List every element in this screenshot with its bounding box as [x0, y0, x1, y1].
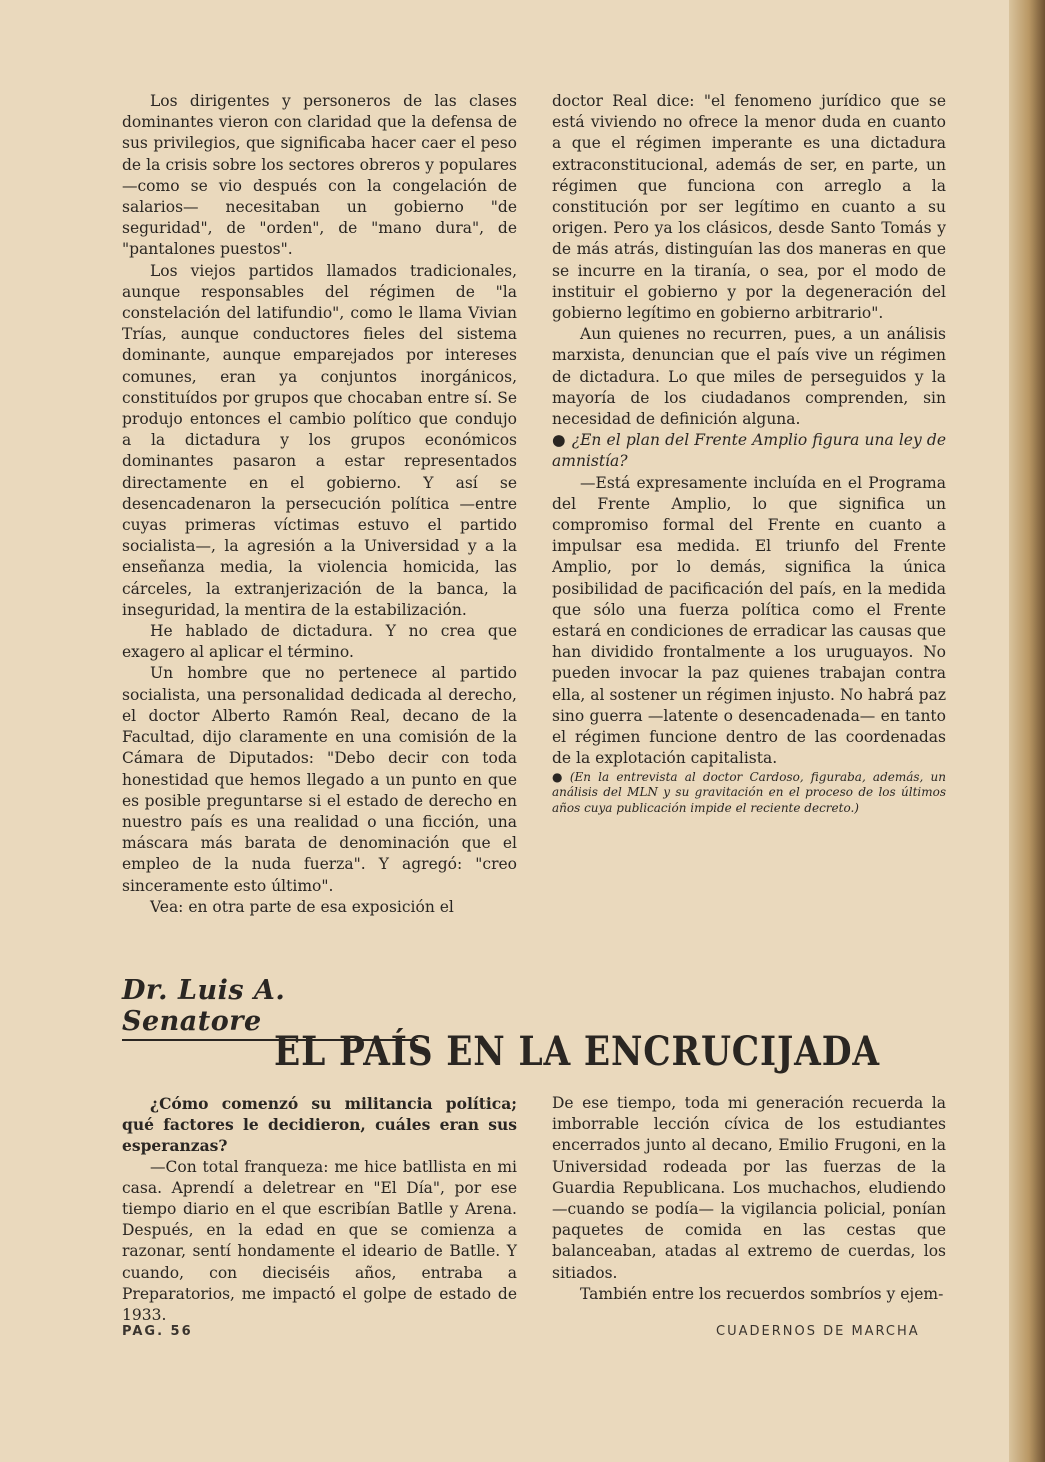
column-1 [122, 91, 517, 918]
question-text: ¿En el plan del Frente Amplio figura una ley de amnistía? [552, 431, 946, 471]
article-headline: EL PAÍS EN LA ENCRUCIJADA [274, 1028, 880, 1075]
paragraph: He hablado de dictadura. Y no crea que exagero al aplicar el término. [122, 622, 517, 662]
paragraph: Los viejos partidos llamados tradicionales, aunque responsables del régimen de "la constelación del latifundio", como le llama Vivian Trías, aunque conductores fieles del sistema dominante, aunque emparejados por intereses comunes, eran ya conjuntos inorgánicos, constituídos por grupos que chocaban entre sí. Se produjo entonces el cambio político que condujo a la dictadura y los grupos económicos dominantes pasaron a estar representados directamente en el gobierno. Y así se desencadenaron la persecución política —entre cuyas primeras víctimas estuvo el partido socialista—, la agresión a la Universidad y a la enseñanza media, la violencia homicida, las cárceles, la extranjerización de la banca, la inseguridad, la mentira de la estabilización. [122, 261, 517, 619]
paragraph: También entre los recuerdos sombríos y ejem- [580, 1284, 944, 1303]
bullet-icon: ● [552, 431, 566, 450]
footnote-text: (En la entrevista al doctor Cardoso, figuraba, además, un análisis del MLN y su gravitación en el proceso de los últimos años cuya publicación impide el reciente decreto.) [552, 769, 946, 815]
page-number: PAG. 56 [122, 1324, 193, 1339]
interview-question [552, 430, 946, 472]
paragraph: doctor Real dice: "el fenomeno jurídico que se está viviendo no ofrece la menor duda en cuanto a que el régimen imperante es una dictadura extraconstitucional, además de ser, en parte, un régimen que funciona con arreglo a la constitución por ser legítimo en cuanto a su origen. Pero ya los clásicos, desde Santo Tomás y de más atrás, distinguían las dos maneras en que se incurre en la tiranía, o sea, por el modo de instituir el gobierno y por la degeneración del gobierno legítimo en gobierno arbitrario". [552, 92, 946, 323]
column-3 [122, 1093, 517, 1326]
column-4 [552, 1093, 946, 1305]
page-edge [1009, 0, 1045, 1462]
paragraph: Un hombre que no pertenece al partido socialista, una personalidad dedicada al derecho, el doctor Alberto Ramón Real, decano de la Facultad, dijo claramente en una comisión de la Cámara de Diputados: "Debo decir con toda honestidad que hemos llegado a un punto en que es posible preguntarse si el estado de derecho en nuestro país es una realidad o una ficción, una máscara más barata de denominación que el empleo de la nuda fuerza". Y agregó: "creo sinceramente esto último". [122, 664, 517, 895]
author-name: Dr. Luis A. Senatore [122, 975, 286, 1037]
paragraph: De ese tiempo, toda mi generación recuerda la imborrable lección cívica de los estudiantes encerrados junto al decano, Emilio Frugoni, en la Universidad rodeada por las fuerzas de la Guardia Republicana. Los muchachos, eludiendo —cuando se podía— la vigilancia policial, ponían paquetes de comida en las cestas que balanceaban, atadas al extremo de cuerdas, los sitiados. [552, 1094, 946, 1282]
interview-answer: —Está expresamente incluída en el Programa del Frente Amplio, lo que significa un compromiso formal del Frente en cuanto a impulsar esa medida. El triunfo del Frente Amplio, por lo demás, significa la única posibilidad de pacificación del país, en la medida que sólo una fuerza política como el Frente estará en condiciones de erradicar las causas que han dividido frontalmente a los uruguayos. No pueden invocar la paz quienes trabajan contra ella, al sostener un régimen injusto. No habrá paz sino guerra —latente o desencadenada— en tanto el régimen funcione dentro de las coordenadas de la explotación capitalista. [552, 473, 946, 768]
paragraph: Vea: en otra parte de esa exposición el [150, 897, 454, 916]
interview-question: ¿Cómo comenzó su militancia política; qué factores le decidieron, cuáles eran sus esperanzas? [122, 1094, 517, 1156]
column-2 [552, 91, 946, 816]
bullet-icon: ● [552, 769, 566, 784]
paragraph: Los dirigentes y personeros de las clases dominantes vieron con claridad que la defensa de sus privilegios, que significaba hacer caer el peso de la crisis sobre los sectores obreros y populares —como se vio después con la congelación de salarios— necesitaban un gobierno "de seguridad", de "orden", de "mano dura", de "pantalones puestos". [122, 92, 517, 259]
interview-answer: —Con total franqueza: me hice batllista en mi casa. Aprendí a deletrear en "El Día", por ese tiempo diario en el que escribían Batlle y Arena. Después, en la edad en que se comienza a razonar, sentí hondamente el ideario de Batlle. Y cuando, con dieciséis años, entraba a Preparatorios, me impactó el golpe de estado de 1933. [122, 1157, 517, 1325]
footnote [552, 770, 946, 817]
paragraph: Aun quienes no recurren, pues, a un análisis marxista, denuncian que el país vive un régimen de dictadura. Lo que miles de perseguidos y la mayoría de los ciudadanos comprenden, sin necesidad de definición alguna. [552, 325, 946, 429]
publication-name: CUADERNOS DE MARCHA [716, 1324, 920, 1339]
